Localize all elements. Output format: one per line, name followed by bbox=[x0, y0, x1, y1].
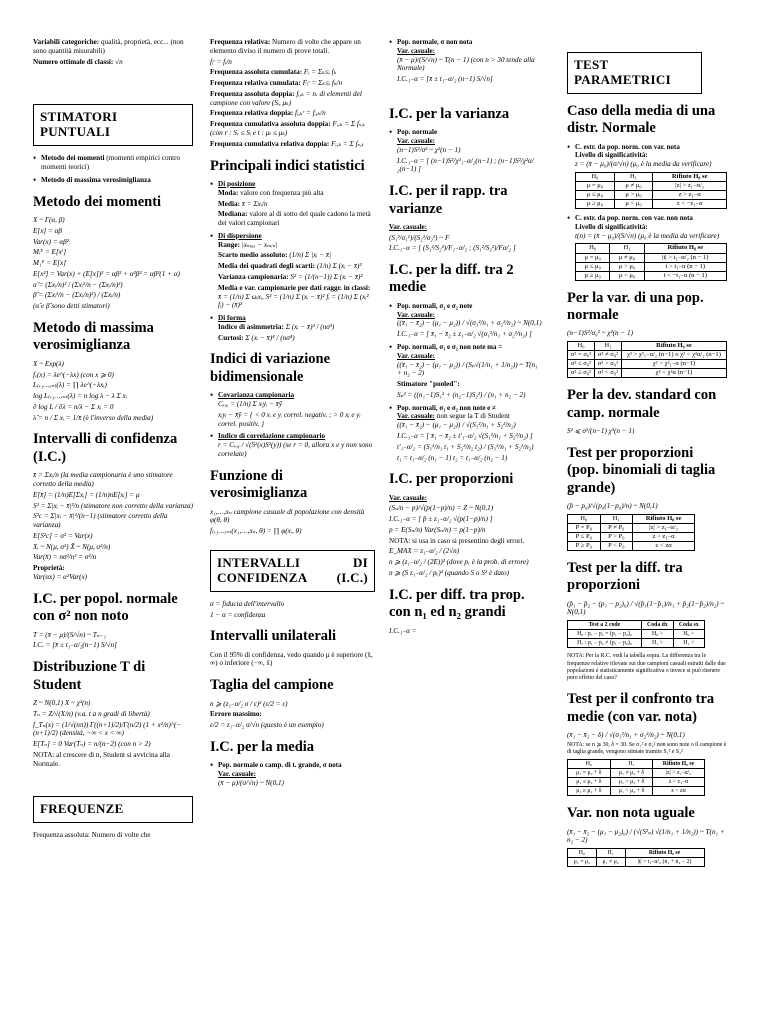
unilat-text: Con il 95% di confidenza, vedo quando μ è superiore (x̄, ∞) o inferiore (−∞, x̄) bbox=[210, 650, 373, 668]
heading-ic-proporzioni: I.C. per proporzioni bbox=[389, 471, 514, 488]
formula-label: Errore massimo: bbox=[210, 710, 262, 719]
test-table: H₀ H₁ Rifiuto H₀ se μ = μ₀ μ ≠ μ₀ |z| > z₁₋α/₂ μ ≤ μ₀ μ > μ₀ z > z₁₋α μ ≥ μ₀ μ < μ₀ z < −z₁₋α bbox=[575, 172, 727, 209]
heading-diff-proporzioni: Test per la diff. tra proporzioni bbox=[567, 559, 683, 594]
diff-list bbox=[389, 302, 544, 463]
formula-line: fₓ(x) = λe^(−λx) (con x ⩾ 0) bbox=[33, 370, 114, 379]
ic-media-cont-list bbox=[389, 38, 544, 84]
heading-ic-rapp-varianze: I.C. per il rapp. tra varianze bbox=[389, 183, 508, 217]
box-test-parametrici: TEST PARAMETRICI bbox=[567, 52, 702, 94]
table-row: H₀ : p₁ − p₂ = (p₁ − p₂)₀ H₀ > H₀ > bbox=[568, 630, 705, 639]
stimatori-list bbox=[33, 154, 193, 184]
formula-line: p = E(Sₙ/n) Var(Sₙ/n) = p(1−p)/n bbox=[389, 525, 486, 534]
indice-def: Scarto medio assoluto: (1/n) Σ |xᵢ − x̄| bbox=[218, 251, 332, 260]
test-table: H₀ H₁ Rifiuto H₀ se P = P₀ P ≠ P₀ |z| > z₁₋α/₂ P ≤ P₀ P > P₀ z > z₁₋α P ≥ P₀ P < P₀ z < zα bbox=[567, 514, 695, 551]
proprieta: Proprietà: Var(αx) = α²Var(x) bbox=[33, 564, 88, 582]
test-table: H₀ H₁ Rifiuto H₀ se μ₁ = μ₂ + δ μ₁ ≠ μ₂ + δ |z| > z₁₋α/₂ μ₁ ≤ μ₂ + δ μ₁ > μ₂ + δ z > z₁₋α μ₁ ≥ μ₂ + δ μ₁ < μ₂ + δ z < zα bbox=[567, 759, 705, 796]
formula-line: X ~ Exp(λ) bbox=[33, 359, 64, 368]
formula-line: 1 − α = confidenza bbox=[210, 610, 266, 619]
heading-t-student: Distribuzione T di Student bbox=[33, 659, 146, 693]
heading-var-pop-normale: Per la var. di una pop. normale bbox=[567, 289, 704, 323]
freq-def: Frequenza cumulativa assoluta doppia: Fᵢ,ₖ = Σ fₛ,ₜ (con r : Sᵣ ≤ Sᵢ e t : μₜ ≤ μₖ) bbox=[210, 120, 365, 138]
formula-line: Xᵢ ~ N(μ, σ²) X̄ ~ N(μ, σ²/n) bbox=[33, 542, 111, 551]
formula-line: E[S²c] = σ² = Var(x) bbox=[33, 531, 93, 540]
list-item: • Di posizione Moda: valore con frequenza più alta Media: x̄ = Σxᵢ/n Mediana: valore al di sotto del quale cadono la metà dei valori campionari bbox=[210, 180, 375, 228]
column-1 bbox=[33, 38, 193, 1024]
table-row: P ≤ P₀ P > P₀ z > z₁₋α bbox=[568, 532, 695, 541]
freq-def: Frequenza assoluta cumulata: Fᵢ = Σₖ≤ᵢ fₖ bbox=[210, 68, 337, 77]
indice-def: Media dei quadrati degli scarti: (1/n) Σ (xᵢ − x̄)² bbox=[218, 262, 362, 271]
heading-test-proporzioni: Test per proporzioni (pop. binomiali di taglia grande) bbox=[567, 444, 716, 496]
formula-line: f_Tₙ(x) = (1/√(nπ)) Γ((n+1)/2)/Γ(n/2) (1 + x²/n)^(−(n+1)/2) (densità, −∞ < x < ∞) bbox=[33, 720, 182, 738]
heading-indici-bidimensionale: Indici di variazione bidimensionale bbox=[210, 351, 331, 385]
list-item: • Pop. normale o camp. di t. grande, σ nota Var. casuale: (x̄ − μ)/(σ/√n) ~ N(0,1) bbox=[210, 761, 375, 787]
formula-line: α = fiducia dell'intervallo bbox=[210, 599, 285, 608]
formula-line: ε/2 = z₁₋α/₂ σ/√n (questo è un esempio) bbox=[210, 721, 324, 730]
formula-line: r = Cₓ,ᵧ / √(S²(x)S²(y)) (se r = 0, allora x e y non sono correlate) bbox=[218, 441, 373, 458]
formula-line: T = (x̄ − μ)/(S/√n) ~ Tₙ₋₁ bbox=[33, 630, 106, 639]
media-list bbox=[210, 761, 375, 787]
list-item: • Pop. normali, σ₁ e σ₂ non note e ≠ Var. casuale: non segue la T di Student ((x̄₁ − x̄₂) − (μ₁ − μ₂)) / √(S₁²/n₁ + S₂²/n₂) I.C.₁₋α = [ x̄₁ − x̄₂ ± t′₁₋α/₂ √(S₁²/n₁ + S₂²/n₂) ] t′₁₋α/₂ = (S₁²/n₁ t₁ + S₂²/n₂ t₂) / (S₁²/n₁ + S₂²/n₂) t₁ = t₁₋α/₂ (n₁ − 1) t₂ = t₁₋α/₂ (n₂ − 1) bbox=[389, 404, 544, 463]
verosim-formulas bbox=[33, 360, 193, 423]
heading-ic-media: I.C. per la media bbox=[210, 738, 315, 755]
list-item: • Metodo dei momenti (momenti empirici contro momenti teorici) bbox=[33, 154, 193, 172]
list-item: • C. estr. da pop. norm. con var. nota Livello di significatività: z = (x̄ − μ₀)/(σ/√n) (μ₀ è la media da verificare) H₀ H₁ Rifiuto H₀ se μ = μ₀ μ ≠ μ₀ |z| > z₁₋α/₂ μ ≤ μ₀ μ > μ₀ z > z₁₋α μ ≥ μ₀ μ < μ₀ z < −z₁₋α bbox=[567, 143, 727, 209]
formula-line: Tₙ = Z/√(X/n) (v.a. t a n gradi di libertà) bbox=[33, 709, 150, 718]
test-media-list bbox=[567, 143, 727, 281]
formula-line: z = (x̄ − μ₀)/(σ/√n) (μ₀ è la media da verificare) bbox=[575, 160, 712, 169]
formula-line: NOTA: al crescere di n, Student si avvicina alla Normale. bbox=[33, 750, 170, 768]
indice-def: Mediana: valore al di sotto del quale cadono la metà dei valori campionari bbox=[218, 210, 371, 228]
formula-line: log L₍ₓ₁…ₓₙ₎(λ) = n log λ − λ Σ xᵢ bbox=[33, 392, 127, 401]
formula-line: λ̂ = n / Σ xᵢ = 1/x̄ (è l'inverso della media) bbox=[33, 413, 154, 422]
table-row: μ₁ ≥ μ₂ + δ μ₁ < μ₂ + δ z < zα bbox=[568, 787, 705, 796]
column-3 bbox=[389, 38, 544, 1024]
freq-def: Frequenza relativa cumulata: Fᵢʳ = Σₖ≤ᵢ fₖ/n bbox=[210, 79, 343, 88]
indice-def: Curtosi: Σ (xᵢ − x̄)⁴ / (nσ⁴) bbox=[218, 333, 295, 342]
frequenze-defs bbox=[210, 38, 375, 149]
formula-line: (p̂ − p₀)/√(p₀(1−p₀)/n) ~ N(0,1) bbox=[567, 502, 658, 511]
bidim-list bbox=[210, 391, 375, 458]
table-row: σ² ≤ σ₀² σ² > σ₀² χ² > χ²₁₋α (n−1) bbox=[568, 360, 727, 369]
test-table: H₀ H₁ Rifiuto H₀ se σ² = σ₀² σ² ≠ σ₀² χ² > χ²₁₋α/₂ (n−1) o χ² < χ²α/₂ (n−1) σ² ≤ σ₀² σ² > σ₀² χ² > χ²₁₋α (n−1) σ² ≥ σ₀² σ² < σ₀² χ² < χ²α (n−1) bbox=[567, 341, 727, 378]
formula-line: ((x̄₁ − x̄₂) − (μ₁ − μ₂)) / √(σ₁²/n₁ + σ₂²/n₂) ~ N(0,1) bbox=[397, 319, 542, 328]
confr-nota: NOTA: se n ⩾ 30, δ = 30. Se σ₁² e σ₂² non sono note o il campione è di taglia grande, vengono stimate tramite S₁² e S₂² bbox=[567, 741, 727, 755]
formula-line: n ⩾ (S z₁₋α/₂ / pₑ)² (quando S o S² è dato) bbox=[389, 568, 510, 577]
formula-line: E[x²] = Var(x) + (E[x])² = αβ² + α²β² = αβ²(1 + α) bbox=[33, 269, 180, 278]
formula-line: f₍ₓ₁…ₓₙ₎(x₁,…,xₙ, θ) = ∏ φ(xᵢ, θ) bbox=[210, 527, 302, 536]
formula-line: Sₚ² = ((n₁−1)S₁² + (n₂−1)S₂²) / (n₁ + n₂ − 2) bbox=[397, 390, 526, 399]
heading-ic-popol-normale: I.C. per popol. normale con σ² non noto bbox=[33, 590, 178, 625]
table-row: H₁ : p₁ − p₂ ≠ (p₁ − p₂)₀ H₁ > H₁ < bbox=[568, 639, 705, 648]
table-row: μ₁ ≤ μ₂ + δ μ₁ > μ₂ + δ z > z₁₋α bbox=[568, 778, 705, 787]
table-row: μ₁ = μ₂ + δ μ₁ ≠ μ₂ + δ |z| > z₁₋α/₂ bbox=[568, 769, 705, 778]
heading-var-non-nota-uguale: Var. non nota uguale bbox=[567, 805, 695, 822]
table-row: μ ≥ μ₀ μ < μ₀ t < −t₁₋α (n − 1) bbox=[576, 271, 727, 280]
prop-sub: Var. casuale: bbox=[389, 493, 427, 502]
formula-line: (n−1)S²/σ₀² ~ χ²(n − 1) bbox=[567, 329, 633, 338]
list-item: • Pop. normale, σ non nota Var. casuale: (x̄ − μ)/(S/√n) ~ T(n − 1) (con n > 30 tende alla Normale) I.C.₁₋α = [x̄ ± t₁₋α/₂ (n−1) S/√n] bbox=[389, 38, 544, 84]
formula-line: I.C.₁₋α = bbox=[389, 626, 417, 635]
freq-def: Frequenza assoluta doppia: fᵢ,ₖ = n. di elementi del campione con valore (Sᵢ, μₖ) bbox=[210, 89, 362, 107]
indice-def: Media e var. campionarie per dati raggr. in classi: x̄ = (1/n) Σ ωᵢxᵢ, S² = (1/n) Σ (xᵢ − x̄)² fᵢ = (1/n) Σ (xᵢ² fᵢ) − (x̄)² bbox=[218, 283, 371, 310]
intro-num-classi: Numero ottimale di classi: √n bbox=[33, 57, 123, 66]
list-item: • Di forma Indice di asimmetria: Σ (xᵢ − x̄)³ / (nσ³) Curtosi: Σ (xᵢ − x̄)⁴ / (nσ⁴) bbox=[210, 314, 375, 342]
intervalli-formulas bbox=[33, 471, 193, 582]
heading-taglia-campione: Taglia del campione bbox=[210, 677, 334, 694]
formula-line: t(n) = (x̄ − μ₀)/(S/√n) (μ₀ è la media da verificare) bbox=[575, 231, 720, 240]
formula-line: L₍ₓ₁…ₓₙ₎(λ) = ∏ λe^(−λxᵢ) bbox=[33, 381, 107, 390]
indice-def: Varianza campionaria: S² = (1/(n−1)) Σ (xᵢ − x̄)² bbox=[218, 273, 363, 282]
formula-line: I.C.₁₋α = [ p̂ ± z₁₋α/₂ √(p(1−p)/n) ] bbox=[389, 515, 493, 524]
heading-metodo-momenti: Metodo dei momenti bbox=[33, 193, 162, 210]
table-row: μ ≤ μ₀ μ > μ₀ t > t₁₋α (n − 1) bbox=[576, 262, 727, 271]
formula-line: Var(x) = αβ² bbox=[33, 237, 69, 246]
test-table: Test a 2 code Coda dx Coda sx H₀ : p₁ − p₂ = (p₁ − p₂)₀ H₀ > H₀ > H₁ : p₁ − p₂ ≠ (p₁ − p₂)₀ H₁ > H₁ < bbox=[567, 620, 705, 648]
formula-line: Mᵢᴱ = E[xⁱ] bbox=[33, 248, 67, 257]
heading-funzione-verosimiglianza: Funzione di verosimiglianza bbox=[210, 467, 308, 502]
formula-line: (x̄₁ − x̄₂ − δ) / √(σ₁²/n₁ + σ₂²/n₂) ~ N(0,1) bbox=[567, 730, 685, 739]
indice-def: Range: |xₘₐₓ − xₘᵢₙ| bbox=[218, 240, 278, 249]
formula-line: X ~ Γ(α, β) bbox=[33, 215, 65, 224]
indice-def: Indice di asimmetria: Σ (xᵢ − x̄)³ / (nσ³) bbox=[218, 322, 335, 331]
table-row: μ = μ₀ μ ≠ μ₀ |z| > z₁₋α/₂ bbox=[576, 182, 727, 191]
table-row: μ ≤ μ₀ μ > μ₀ z > z₁₋α bbox=[576, 191, 727, 200]
formula-line: E[x̄] = (1/n)E[Σxᵢ] = (1/n)nE[xᵢ] = μ bbox=[33, 490, 140, 499]
formula-line: t′₁₋α/₂ = (S₁²/n₁ t₁ + S₂²/n₂ t₂) / (S₁²/n₁ + S₂²/n₂) bbox=[397, 442, 534, 451]
formula-line: I.C. = [x̄ ± t₁₋α/₂(n−1) S/√n] bbox=[33, 641, 117, 650]
prop-nota: NOTA: si usa in caso si presentino degli errori. bbox=[389, 536, 525, 545]
formula-line: ((x̄₁ − x̄₂) − (μ₁ − μ₂)) / (Sₚ√(1/n₁ + 1/n₂)) ~ T(n₁ + n₂ − 2) bbox=[397, 360, 538, 378]
list-item: • Pop. normali, σ₁ e σ₂ note Var. casuale: ((x̄₁ − x̄₂) − (μ₁ − μ₂)) / √(σ₁²/n₁ + σ₂²/n₂) ~ N(0,1) I.C.₁₋α = [ x̄₁ − x̄₂ ± z₁₋α/₂ √(σ₁²/n₁ + σ₂²/n₂) ] bbox=[389, 302, 544, 339]
heading-ic-diff-medie: I.C. per la diff. tra 2 medie bbox=[389, 262, 514, 296]
table-row: σ² ≥ σ₀² σ² < σ₀² χ² < χ²α (n−1) bbox=[568, 369, 727, 378]
heading-intervalli-unilaterali: Intervalli unilaterali bbox=[210, 628, 337, 645]
diffprop-nota: NOTA: Per la R.C. vedi la tabella sopra. La differenza tra le frequenze relative rilevate sui due campioni casuali estratti dalle due popolazioni è statisticamente significativa o invece si può ritenere puro effetto del caso? bbox=[567, 653, 726, 681]
formula-line: E[Tₙ] = 0 Var(Tₙ) = n/(n−2) (con n > 2) bbox=[33, 740, 151, 749]
freq-def: Frequenza relativa: Numero di volte che appare un elemento diviso il numero di prove totali. bbox=[210, 38, 361, 55]
formula-line: I.C.₁₋α = [ x̄₁ − x̄₂ ± z₁₋α/₂ √(σ₁²/n₁ + σ₂²/n₂) ] bbox=[397, 330, 532, 339]
formula-line: I.C.₁₋α = [ x̄₁ − x̄₂ ± t′₁₋α/₂ √(S₁²/n₁ + S₂²/n₂) ] bbox=[397, 432, 533, 441]
heading-indici-statistici: Principali indici statistici bbox=[210, 157, 365, 174]
box-intervalli-confidenza: INTERVALLI DI CONFIDENZA (I.C.) bbox=[210, 550, 375, 592]
box-frequenze: FREQUENZE bbox=[33, 796, 193, 823]
formula-line: S²c = Σ|xᵢ − x̄|²/(n−1) (stimatore corretto della varianza) bbox=[33, 512, 168, 530]
freq-def: Frequenza cumulativa relativa doppia: Fᵢ,ₖ = Σ fₛ,ₜ bbox=[210, 139, 364, 148]
formula-line: Cₓ,ᵧ = (1/n) Σ xᵢyᵢ − x̄ȳ bbox=[218, 400, 283, 409]
formula-line: E_MAX = z₁₋α/₂ / (2√n) bbox=[389, 547, 460, 556]
heading-intervalli-confidenza: Intervalli di confidenza (I.C.) bbox=[33, 431, 178, 465]
formula-line: xᵢyᵢ − x̄ȳ = { < 0 xᵢ e yᵢ correl. negativ. ; > 0 xᵢ e yᵢ correl. positiv. } bbox=[218, 410, 361, 428]
freq-bottom-text: Frequenza assoluta: Numero di volte che bbox=[33, 831, 151, 840]
heading-media-normale: Caso della media di una distr. Normale bbox=[567, 102, 716, 137]
freq-def: Frequenza relativa doppia: fᵢ,ₖʳ = fᵢ,ₖ/n bbox=[210, 109, 326, 118]
formula-line: (S₁²/σ₁²)/(S₂²/σ₂²) ~ F bbox=[389, 233, 450, 242]
heading-confronto-medie: Test per il confronto tra medie (con var. nota) bbox=[567, 691, 715, 725]
formula-line: (p̂₁ − p̂₂ − (p₁ − p₂)₀) / √(p̂₁(1−p̂₁)/n₁ + p̂₂(1−p̂₂)/n₂) ~ N(0,1) bbox=[567, 599, 725, 617]
formula-line: x̄ = Σxᵢ/n (la media campionaria è uno stimatore corretto della media) bbox=[33, 471, 173, 489]
table-row: μ = μ₀ μ ≠ μ₀ |t| > t₁₋α/₂ (n − 1) bbox=[576, 253, 727, 262]
indice-def: Media: x̄ = Σxᵢ/n bbox=[218, 199, 268, 208]
formula-line: I.C.₁₋α = [ (n−1)S²/χ²₁₋α/₂(n−1) ; (n−1)S²/χ²α/₂(n−1) ] bbox=[397, 156, 534, 174]
table-row: μ₁ = μ₂ μ₁ ≠ μ₂ |t| > t₁₋α/₂ (n₁ + n₂ − 2) bbox=[568, 858, 705, 867]
formula-line: ∂ log L / ∂λ = n/λ − Σ xᵢ = 0 bbox=[33, 402, 114, 411]
formula-line: (x̄ − μ)/(σ/√n) ~ N(0,1) bbox=[218, 778, 284, 787]
box-stimatori-puntuali: STIMATORI PUNTUALI bbox=[33, 104, 193, 146]
heading-massima-verosimiglianza: Metodo di massima verosimiglianza bbox=[33, 319, 154, 354]
momenti-formulas bbox=[33, 216, 193, 311]
rapp-sub: Var. casuale: bbox=[389, 222, 427, 231]
table-row: P ≥ P₀ P < P₀ z < zα bbox=[568, 541, 695, 550]
list-item: • Metodo di massima verosimiglianza bbox=[33, 176, 193, 185]
formula-note: (α̂ e β̂ sono detti stimatori) bbox=[33, 302, 110, 311]
heading-dev-standard: Per la dev. standard con camp. normale bbox=[567, 387, 717, 421]
formula-line: (x̄ − μ)/(S/√n) ~ T(n − 1) (con n > 30 tende alla Normale) bbox=[397, 55, 535, 73]
formula-line: Var(x̄) = nσ²/n² = σ²/n bbox=[33, 553, 97, 562]
test-table: H₀ H₁ Rifiuto H₀ se μ = μ₀ μ ≠ μ₀ |t| > t₁₋α/₂ (n − 1) μ ≤ μ₀ μ > μ₀ t > t₁₋α (n − 1) μ ≥ μ₀ μ < μ₀ t < −t₁₋α (n − 1) bbox=[575, 243, 727, 280]
list-item: • Pop. normali, σ₁ e σ₂ non note ma = Var. casuale: ((x̄₁ − x̄₂) − (μ₁ − μ₂)) / (Sₚ√(1/n₁ + 1/n₂)) ~ T(n₁ + n₂ − 2) Stimatore "pooled": Sₚ² = ((n₁−1)S₁² + (n₂−1)S₂²) / (n₁ + n₂ − 2) bbox=[389, 343, 544, 400]
formula-line: α̂ = (Σxᵢ/n)² / (Σxᵢ²/n − (Σxᵢ/n)²) bbox=[33, 280, 123, 289]
indice-def: Moda: valore con frequenza più alta bbox=[218, 188, 324, 197]
freq-def: fᵢʳ = fᵢ/n bbox=[210, 57, 232, 66]
formula-line: x₁,…,xₙ campione casuale di popolazione con densità φ(θ, θ) bbox=[210, 507, 365, 525]
list-item: • Covarianza campionaria Cₓ,ᵧ = (1/n) Σ xᵢyᵢ − x̄ȳ xᵢyᵢ − x̄ȳ = { < 0 xᵢ e yᵢ correl. negativ. ; > 0 xᵢ e yᵢ correl. positiv. } bbox=[210, 391, 375, 428]
formula-line: S² ⩽ σ²/(n−1) χ²(n − 1) bbox=[567, 427, 635, 436]
formula-line: t₁ = t₁₋α/₂ (n₁ − 1) t₂ = t₁₋α/₂ (n₂ − 1) bbox=[397, 453, 508, 462]
formula-line: (n−1)S²/σ² ~ χ²(n − 1) bbox=[397, 145, 461, 154]
heading-ic-diff-prop: I.C. per diff. tra prop. con n₁ ed n₂ grandi bbox=[389, 586, 525, 621]
column-2 bbox=[210, 38, 375, 1024]
table-row: P = P₀ P ≠ P₀ |z| > z₁₋α/₂ bbox=[568, 523, 695, 532]
list-item: • Indice di correlazione campionario r = Cₓ,ᵧ / √(S²(x)S²(y)) (se r = 0, allora x e y non sono correlate) bbox=[210, 432, 375, 458]
formula-line: n ⩾ (z₁₋α/₂ / (2E))² (dove pₑ è la prob. di errore) bbox=[389, 558, 529, 567]
formula-line: M₁ᴱ = E[x] bbox=[33, 259, 67, 268]
formula-line: β̂ = (Σxᵢ²/n − (Σxᵢ/n)²) / (Σxᵢ/n) bbox=[33, 291, 121, 300]
table-row: μ ≥ μ₀ μ < μ₀ z < −z₁₋α bbox=[576, 200, 727, 209]
formula-line: Z ~ N(0,1) X ~ χ²(n) bbox=[33, 698, 91, 707]
test-table: H₀ H₁ Rifiuto H₀ se μ₁ = μ₂ μ₁ ≠ μ₂ |t| > t₁₋α/₂ (n₁ + n₂ − 2) bbox=[567, 848, 705, 867]
formula-line: (Sₙ/n − p)/√(p(1−p)/n) = Z ~ N(0,1) bbox=[389, 504, 494, 513]
indici-list bbox=[210, 180, 375, 343]
formula-line: E[x] = αβ bbox=[33, 226, 62, 235]
formula-line: S² = Σ|xᵢ − x̄|²/n (stimatore non corretto della varianza) bbox=[33, 501, 193, 510]
formula-line: I.C.₁₋α = [x̄ ± t₁₋α/₂ (n−1) S/√n] bbox=[397, 75, 493, 84]
varianza-list bbox=[389, 128, 544, 174]
column-4 bbox=[567, 38, 727, 1024]
list-item: • Pop. normale Var. casuale: (n−1)S²/σ² ~ χ²(n − 1) I.C.₁₋α = [ (n−1)S²/χ²₁₋α/₂(n−1) ; (n−1)S²/χ²α/₂(n−1) ] bbox=[389, 128, 544, 174]
pooled: Stimatore "pooled": bbox=[397, 380, 460, 389]
table-row: σ² = σ₀² σ² ≠ σ₀² χ² > χ²₁₋α/₂ (n−1) o χ² < χ²α/₂ (n−1) bbox=[568, 351, 727, 360]
list-item: • C. estr. da pop. norm. con var. non nota Livello di significatività: t(n) = (x̄ − μ₀)/(S/√n) (μ₀ è la media da verificare) H₀ H₁ Rifiuto H₀ se μ = μ₀ μ ≠ μ₀ |t| > t₁₋α/₂ (n − 1) μ ≤ μ₀ μ > μ₀ t > t₁₋α (n − 1) μ ≥ μ₀ μ < μ₀ t < −t₁₋α (n − 1) bbox=[567, 214, 727, 280]
intro-categoriche: Variabili categoriche: qualità, proprietà, ecc... (non sono quantità misurabili) bbox=[33, 38, 184, 55]
formula-line: ((x̄₁ − x̄₂) − (μ₁ − μ₂)) / √(S₁²/n₁ + S₂²/n₂) bbox=[397, 421, 516, 430]
heading-ic-varianza: I.C. per la varianza bbox=[389, 105, 510, 122]
formula-line: n ⩾ (z₁₋α/₂ σ / ε)² (ε/2 = ε) bbox=[210, 699, 288, 708]
list-item: • Di dispersione Range: |xₘₐₓ − xₘᵢₙ| Scarto medio assoluto: (1/n) Σ |xᵢ − x̄| Media dei quadrati degli scarti: (1/n) Σ (xᵢ − x̄)² Varianza campionaria: S² = (1/(n−1)) Σ (xᵢ − x̄)² Media e var. campionarie per dati raggr. in classi: x̄ = (1/n) Σ ωᵢxᵢ, S² = (1/n) Σ (xᵢ − x̄)² fᵢ = (1/n) Σ (xᵢ² fᵢ) − (x̄)² bbox=[210, 232, 375, 310]
formula-line: I.C.₁₋α = [ (S₁²/S₂²)/F₁₋α/₂ ; (S₁²/S₂²)/Fα/₂ ] bbox=[389, 244, 516, 253]
formula-line: (x̄₁ − x̄₂ − (μ₁ − μ₂)₀) / (√(S²ₚ) √(1/n₁ + 1/n₂)) ~ T(n₁ + n₂ − 2) bbox=[567, 827, 725, 845]
